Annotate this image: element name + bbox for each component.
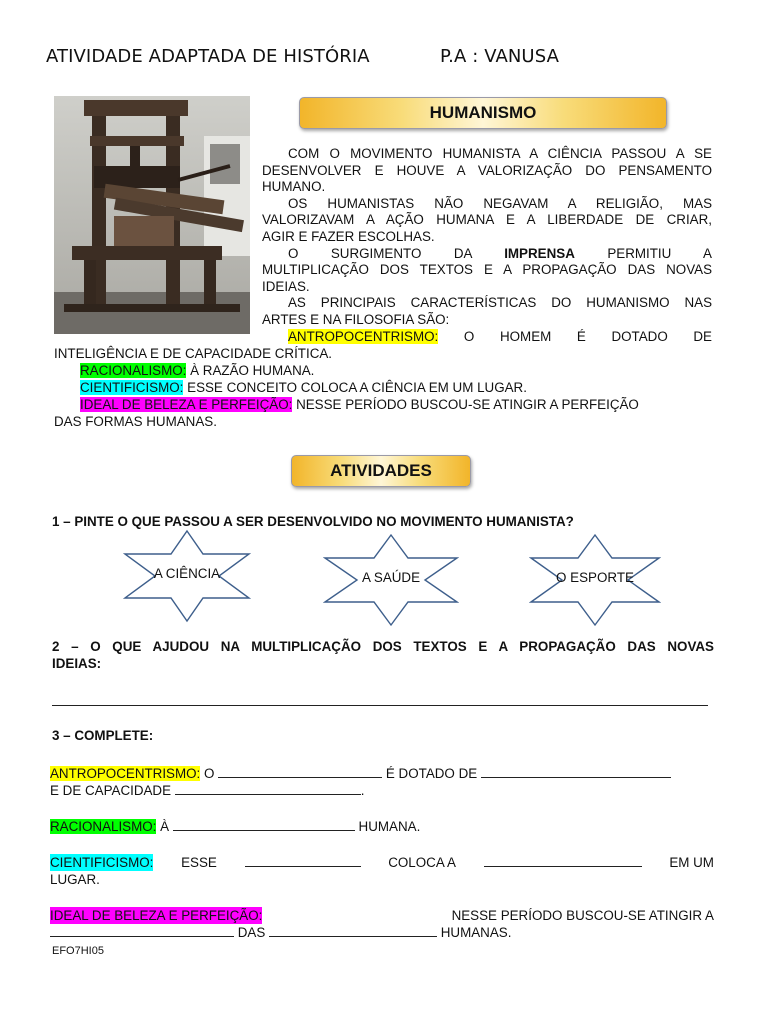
humanismo-text-block [262,146,712,345]
text-segment: NESSE PERÍODO BUSCOU-SE ATINGIR A [451,908,714,923]
question-2 [52,638,714,672]
complete-line-3 [50,854,714,888]
question-2-line: IDEIAS: [52,656,102,671]
text-line: INTELIGÊNCIA E DE CAPACIDADE CRÍTICA. [54,346,333,361]
text-segment: O SURGIMENTO DA [288,245,472,261]
text-line [262,246,712,263]
complete-line-4-row2 [50,924,714,941]
text-line: HUMANO. [262,179,326,195]
text-line: ARTES E NA FILOSOFIA SÃO: [262,311,450,327]
ideal-beleza-label: IDEAL DE BELEZA E PERFEIÇÃO: [50,908,263,923]
text-segment: HUMANAS. [440,925,512,940]
text-line: AS PRINCIPAIS CARACTERÍSTICAS DO HUMANISMO NAS [288,295,712,311]
complete-line-4 [50,907,714,941]
text-line [80,397,639,414]
skill-code: EFO7HI05 [52,945,104,957]
text-segment: LUGAR. [50,872,100,887]
text-line: MULTIPLICAÇÃO DOS TEXTOS E A PROPAGAÇÃO DAS NOVAS [262,262,712,278]
answer-line-q2[interactable] [52,705,708,706]
atividades-banner: ATIVIDADES [291,455,471,487]
complete-line-4-row [50,907,714,924]
blank-field[interactable] [218,765,382,778]
blank-field[interactable] [173,818,355,831]
text-segment: E DE CAPACIDADE [50,783,172,798]
complete-line-2 [50,818,420,836]
printing-press-illustration [54,96,250,334]
text-line: DESENVOLVER E HOUVE A VALORIZAÇÃO DO PENSAMENTO [262,162,712,178]
text-segment: ESSE CONCEITO COLOCA A CIÊNCIA EM UM LUGAR. [187,380,527,395]
text-segment: À RAZÃO HUMANA. [190,363,315,378]
text-segment: NESSE PERÍODO BUSCOU-SE ATINGIR A PERFEIÇÃO [296,397,639,412]
blank-field[interactable] [245,854,361,867]
text-segment: O [204,766,215,781]
complete-line-1b [50,782,365,800]
text-segment: COLOCA A [388,855,456,870]
blank-field[interactable] [481,765,671,778]
blank-field[interactable] [269,924,437,937]
question-3: 3 – COMPLETE: [52,728,154,743]
question-2-line: 2 – O QUE AJUDOU NA MULTIPLICAÇÃO DOS TEXTOS E A PROPAGAÇÃO DAS NOVAS [52,639,714,654]
complete-line-3-row [50,854,714,871]
star-option-saude[interactable] [323,533,459,627]
text-segment: O HOMEM É DOTADO DE [463,328,712,344]
text-segment: ESSE [181,855,217,870]
star-option-ciencia[interactable] [123,529,251,623]
text-line [262,329,712,346]
printing-press-photo [54,96,250,334]
text-line [80,380,527,397]
imprensa-bold: IMPRENSA [504,245,575,261]
antropocentrismo-label: ANTROPOCENTRISMO: [50,766,201,781]
text-segment: À [160,819,170,834]
text-line: AGIR E FAZER ESCOLHAS. [262,228,435,244]
star-label: A CIÊNCIA [153,566,221,581]
cientificismo-label: CIENTIFICISMO: [50,855,154,870]
text-segment: PERMITIU A [607,245,712,261]
racionalismo-highlight: RACIONALISMO: [80,363,187,378]
page-header [46,46,559,67]
cientificismo-highlight: CIENTIFICISMO: [80,380,184,395]
star-label: A SAÚDE [361,570,421,585]
activity-title: ATIVIDADE ADAPTADA DE HISTÓRIA [46,46,370,67]
teacher-name: P.A : VANUSA [440,46,559,67]
blank-field[interactable] [50,924,234,937]
racionalismo-label: RACIONALISMO: [50,819,157,834]
text-line: DAS FORMAS HUMANAS. [54,414,217,429]
star-option-esporte[interactable] [529,533,661,627]
star-label: O ESPORTE [556,570,634,585]
blank-field[interactable] [175,782,361,795]
text-line: IDEIAS. [262,278,310,294]
blank-field[interactable] [484,854,642,867]
text-line: VALORIZAVAM A AÇÃO HUMANA E A LIBERDADE DE CRIAR, [262,212,712,228]
text-segment: HUMANA. [358,819,421,834]
text-segment: . [360,783,365,798]
text-line: OS HUMANISTAS NÃO NEGAVAM A RELIGIÃO, MAS [288,195,712,211]
text-segment: DAS [237,925,266,940]
question-1: 1 – PINTE O QUE PASSOU A SER DESENVOLVIDO NO MOVIMENTO HUMANISTA? [52,514,574,529]
text-line: COM O MOVIMENTO HUMANISTA A CIÊNCIA PASSOU A SE [288,146,712,161]
ideal-beleza-highlight: IDEAL DE BELEZA E PERFEIÇÃO: [80,397,293,412]
text-segment: É DOTADO DE [385,766,478,781]
humanismo-banner: HUMANISMO [299,97,667,129]
text-line [80,363,314,380]
antropocentrismo-highlight: ANTROPOCENTRISMO: [288,328,439,344]
complete-line-1 [50,765,671,783]
text-segment: EM UM [669,855,714,870]
